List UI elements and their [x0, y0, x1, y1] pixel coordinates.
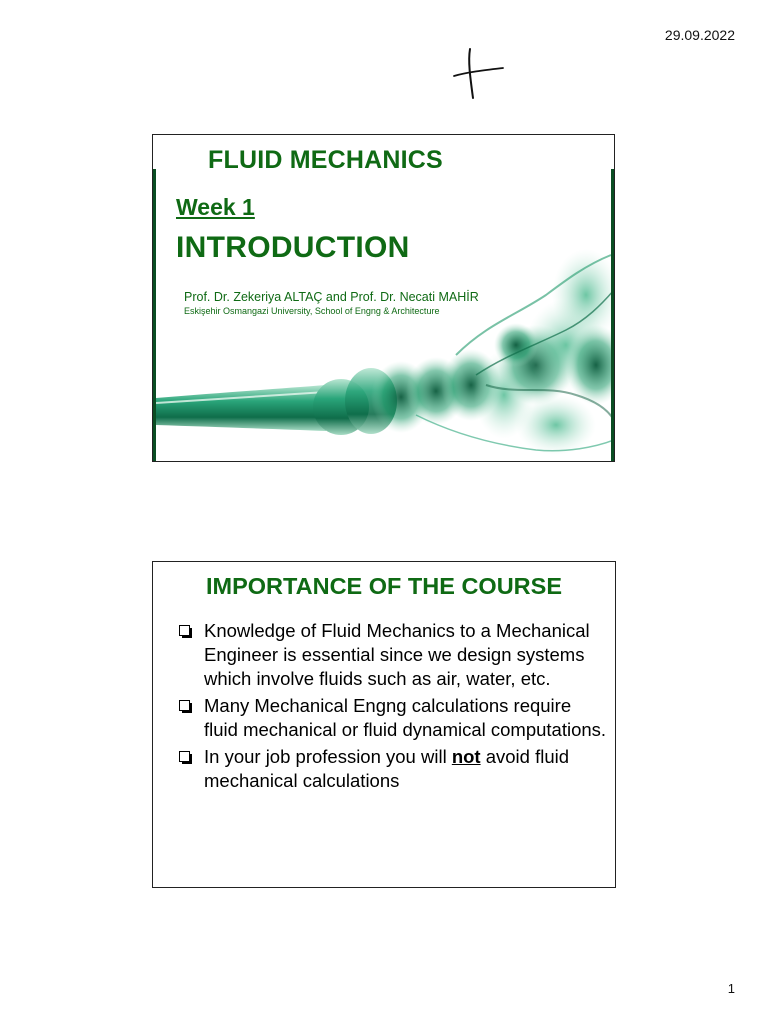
checkbox-bullet-icon — [179, 625, 190, 636]
course-title: FLUID MECHANICS — [208, 146, 443, 174]
handwritten-plus-mark — [448, 46, 508, 104]
list-item — [177, 745, 607, 793]
authors: Prof. Dr. Zekeriya ALTAÇ and Prof. Dr. Necati MAHİR — [184, 290, 479, 304]
checkbox-bullet-icon — [179, 751, 190, 762]
slide-title: INTRODUCTION — [176, 231, 410, 264]
affiliation: Eskişehir Osmangazi University, School of Engng & Architecture — [184, 306, 440, 316]
week-label: Week 1 — [176, 194, 255, 220]
checkbox-bullet-icon — [179, 700, 190, 711]
list-item — [177, 619, 607, 691]
slide-right-accent-bar — [611, 169, 614, 462]
list-item-text: Many Mechanical Engng calculations require fluid mechanical or fluid dynamical computations. — [204, 695, 607, 740]
title-slide — [152, 134, 615, 462]
slide-title: IMPORTANCE OF THE COURSE — [206, 573, 562, 599]
page-date: 29.09.2022 — [664, 27, 735, 43]
green-smoke-illustration — [156, 235, 615, 462]
emphasis-text: not — [451, 746, 481, 767]
bullet-list — [177, 619, 607, 796]
list-item-text: Knowledge of Fluid Mechanics to a Mechanical Engineer is essential since we design systems which involve fluids such as air, water, etc. — [204, 620, 590, 689]
slide-left-accent-bar — [153, 169, 156, 462]
list-item-text-before: In your job profession you will — [204, 746, 452, 767]
list-item-text-after: avoid fluid mechanical calculations — [204, 746, 570, 791]
importance-slide — [152, 561, 616, 888]
list-item — [177, 694, 607, 742]
page-number: 1 — [727, 981, 735, 996]
